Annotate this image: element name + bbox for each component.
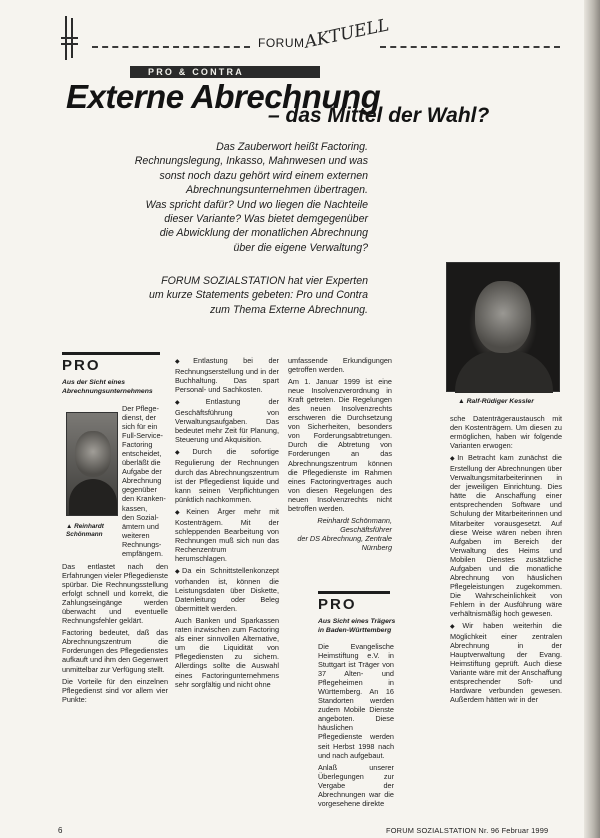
pro1-wrap-text bbox=[122, 404, 168, 558]
column-1-text bbox=[62, 562, 168, 707]
paragraph: Factoring bedeutet, daß das Abrechnungszentrum die Forderungen des Pflegedienstes aufkauft und ihm den Gegenwert unmittelbar zur Verfügung stellt. bbox=[62, 628, 168, 674]
paragraph: sche Datenträgeraustausch mit den Kostenträgern. Um diesen zu ermöglichen, haben wir folgende Varianten erwogen: bbox=[450, 414, 562, 451]
pro1-sub-line: Aus der Sicht eines bbox=[62, 379, 126, 386]
wrap-line: empfängern. bbox=[122, 548, 163, 558]
wrap-line: weiteren bbox=[122, 530, 150, 540]
portrait-photo-schoenmann bbox=[66, 412, 118, 516]
wrap-line: Rechnungs- bbox=[122, 539, 162, 549]
pro2-subheading bbox=[318, 618, 395, 635]
bullet-paragraph: ◆ Keinen Ärger mehr mit Kostenträgern. Mit der schleppenden Bearbeitung von Rechnungen muß sich nun das Rechenzentrum herumschlagen. bbox=[175, 507, 279, 563]
intro2-line: zum Thema Externe Abrechnung. bbox=[209, 303, 368, 316]
paragraph: Die Vorteile für den einzelnen Pflegedienst sind vor allem vier Punkte: bbox=[62, 676, 168, 704]
pro1-heading: PRO bbox=[62, 357, 101, 374]
header-rule-right bbox=[380, 46, 560, 48]
intro-line: Abrechnungsunternehmen übertragen. bbox=[186, 184, 368, 197]
publication-info: FORUM SOZIALSTATION Nr. 96 Februar 1999 bbox=[386, 826, 549, 835]
paragraph: Anlaß unserer Überlegungen zur Vergabe der Abrechnungen war die vorgesehene direkte bbox=[318, 762, 394, 808]
photo-body-shape bbox=[455, 351, 553, 393]
wrap-line: dienst, der bbox=[122, 413, 157, 423]
wrap-line: entscheidet, bbox=[122, 449, 162, 459]
intro-line: dieser Variante? Was bietet demgegenüber bbox=[164, 213, 368, 226]
pro2-rule bbox=[318, 591, 390, 594]
photo-face-shape bbox=[475, 281, 531, 353]
pro1-subheading bbox=[62, 379, 153, 396]
paragraph: Am 1. Januar 1999 ist eine neue Insolvenzverordnung in Kraft getreten. Die Regelungen des neuen Insolvenzrechts erschweren die Durchsetzung von Sicherheiten, besonders von Forderungsabtretungen. Durch die Abtretung von Forderungen an das Abrechnungszentrum können die Pflegedienste im Rahmen eines Factoringvertrages auch von diesen Regelungen des neuen Insolvenzrechts nicht betroffen werden. bbox=[288, 377, 392, 513]
page-number: 6 bbox=[58, 826, 63, 835]
portrait-photo-kessler bbox=[446, 262, 560, 392]
intro2-line: um kurze Statements gebeten: Pro und Contra bbox=[148, 289, 368, 302]
article-subtitle: – das Mittel der Wahl? bbox=[268, 104, 490, 127]
paragraph: Das entlastet nach den Erfahrungen vieler Pflegedienste spürbar. Die Rechnungsstellung erfolgt schnell und korrekt, die Zahlungseingänge werden überwacht und eventuelle Rechnungsfehler geklärt. bbox=[62, 562, 168, 626]
caption-line: Schönmann bbox=[66, 531, 103, 538]
pro1-rule bbox=[62, 352, 160, 355]
intro-line: Rechnungslegung, Inkasso, Mahnwesen und was bbox=[134, 155, 368, 168]
wrap-line: Factoring bbox=[122, 440, 153, 450]
wrap-line: den Sozial- bbox=[122, 512, 159, 522]
column-2-text bbox=[175, 356, 279, 692]
intro2-line: FORUM SOZIALSTATION hat vier Experten bbox=[161, 275, 368, 287]
bullet-paragraph: ◆ Da ein Schnittstellenkonzept vorhanden ist, können die Leistungsdaten über Diskette, Datenleitung oder Beleg übermittelt werden. bbox=[175, 566, 279, 613]
pro2-sub-line: Aus Sicht eines Trägers bbox=[318, 618, 396, 625]
wrap-line: gegenüber bbox=[122, 485, 157, 495]
article-title: Externe Abrechnung bbox=[66, 78, 381, 115]
article-intro bbox=[106, 140, 368, 255]
photo-body-shape bbox=[69, 479, 117, 516]
wrap-line: ämtern und bbox=[122, 521, 159, 531]
intro-line: sonst noch dazu gehört wird einem externen bbox=[159, 169, 368, 182]
signature-line: der DS Abrechnung, Zentrale Nürnberg bbox=[297, 533, 392, 552]
wrap-line: kassen, bbox=[122, 503, 148, 513]
header-tag: AKTUELL bbox=[302, 15, 391, 53]
column-3-text bbox=[288, 356, 392, 552]
photo-caption-kessler: ▲ Ralf-Rüdiger Kessler bbox=[458, 398, 534, 405]
pro1-sub-line: Abrechnungsunternehmens bbox=[62, 387, 153, 395]
header-rule-left bbox=[92, 46, 250, 48]
wrap-line: Full-Service- bbox=[122, 431, 163, 441]
paragraph: Auch Banken und Sparkassen raten inzwischen zum Factoring als einer sinnvollen Alternative, um die Liquidität von Pflegediensten zu sichern. Allerdings sollte die Auswahl eines Factoringunternehmens sehr sorgfältig und nicht ohne bbox=[175, 616, 279, 689]
pro2-heading: PRO bbox=[318, 596, 357, 613]
bullet-paragraph: ◆ Durch die sofortige Regulierung der Rechnungen durch das Abrechnungszentrum ist der Pflegedienst liquide und kann seinen Verpflichtungen pünktlich nachkommen. bbox=[175, 447, 279, 503]
bullet-paragraph: ◆ Wir haben weiterhin die Möglichkeit einer zentralen Abrechnung in der Hauptverwaltung der Evang. Heimstiftung geprüft. Auch diese Variante wäre mit der Anschaffung entsprechender Soft- und Hardware verbunden gewesen. Außerdem hätten wir in der bbox=[450, 621, 562, 704]
column-3-text-lower bbox=[318, 642, 394, 811]
wrap-line: sich für ein bbox=[122, 422, 158, 432]
kicker-bar: PRO & CONTRA bbox=[130, 66, 320, 78]
intro-line: Was spricht dafür? Und wo liegen die Nachteile bbox=[145, 198, 368, 211]
photo-face-shape bbox=[75, 431, 111, 477]
photo-caption-schoenmann bbox=[66, 523, 122, 539]
wrap-line: Der Pflege- bbox=[122, 404, 159, 413]
bullet-paragraph: ◆ Entlastung bei der Rechnungserstellung und in der Buchhaltung. Das spart Personal- und Sachkosten. bbox=[175, 356, 279, 394]
caption-line: ▲ Reinhardt bbox=[66, 523, 104, 530]
bullet-paragraph: ◆ In Betracht kam zunächst die Erstellung der Abrechnungen über Verwaltungsmitarbeiterinnen in der jeweiligen Einrichtung. Dies hätte die Anschaffung einer entsprechenden Software und Schulung der Mitarbeiterinnen und Mitarbeiter vorausgesetzt. Auf diese Weise wären neben ihren Aufgaben im Bereich der Verwaltung des Heims und Mobilen Dienstes zusätzliche Aufgaben und die monatliche Abrechnung von häuslichen Pflegeleistungen zugekommen. Die Wahrscheinlichkeit von Fehlern in der Ausführung wäre verhältnismäßig hoch gewesen. bbox=[450, 453, 562, 618]
pro2-sub-line: in Baden-Württemberg bbox=[318, 626, 392, 634]
intro-line: Das Zauberwort heißt Factoring. bbox=[216, 141, 368, 153]
wrap-line: Aufgabe der bbox=[122, 467, 162, 477]
paragraph: Die Evangelische Heimstiftung e.V. in Stuttgart ist Träger von 37 Alten- und Pflegeheimen in Württemberg. An 16 Standorten werden zudem Mobile Dienste angeboten. Diese häuslichen Pflegedienste werden seit Herbst 1998 nach und nach aufgebaut. bbox=[318, 642, 394, 760]
intro-line: die Abwicklung der monatlichen Abrechnung bbox=[159, 227, 368, 240]
signature-line: Reinhardt Schönmann, Geschäftsführer bbox=[317, 515, 392, 534]
column-4-text bbox=[450, 414, 562, 707]
article-intro-2 bbox=[106, 274, 368, 317]
paragraph: umfassende Erkundigungen getroffen werden. bbox=[288, 356, 392, 375]
binder-edge bbox=[584, 0, 600, 838]
header-section: FORUM bbox=[258, 36, 305, 50]
author-signature bbox=[288, 516, 392, 552]
wrap-line: Abrechnung bbox=[122, 476, 162, 486]
bullet-paragraph: ◆ Entlastung der Geschäftsführung von Verwaltungsaufgaben. Das bedeutet mehr Zeit für Planung, Steuerung und Akquisition. bbox=[175, 397, 279, 444]
intro-line: über die eigene Verwaltung? bbox=[233, 241, 368, 254]
forum-logo-icon bbox=[58, 14, 84, 62]
wrap-line: den Kranken- bbox=[122, 494, 166, 504]
wrap-line: überläßt die bbox=[122, 458, 161, 468]
